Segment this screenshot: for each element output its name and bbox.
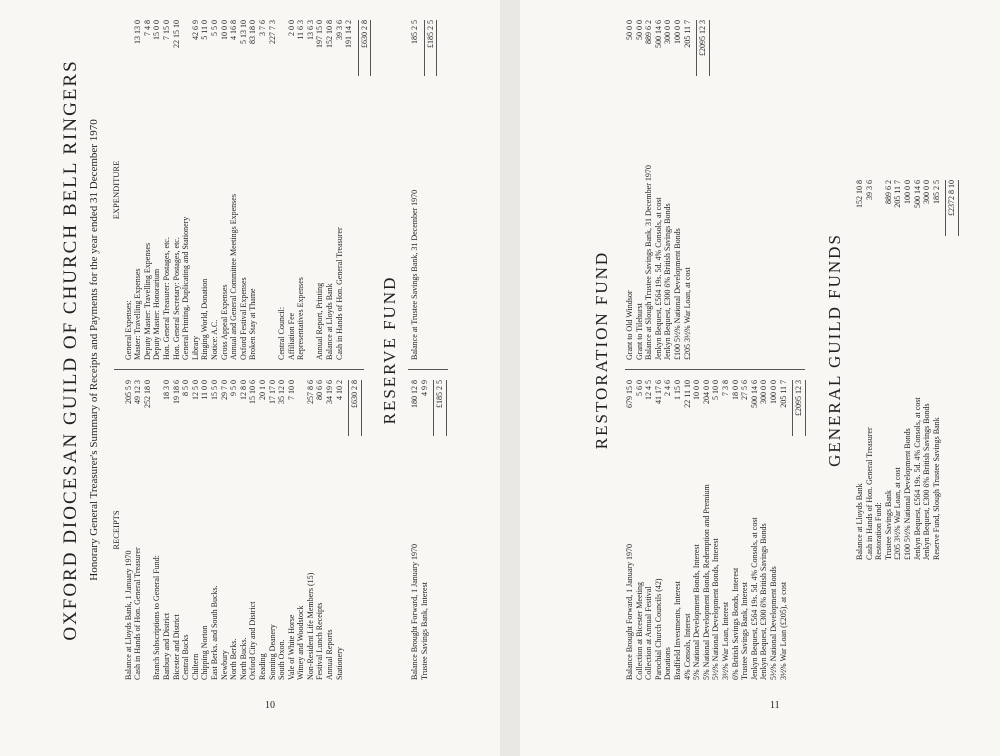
ledger-label: East Berks. and South Bucks. xyxy=(209,585,219,680)
ledger-label: Bicester and District xyxy=(171,614,181,680)
ledger-row xyxy=(683,380,693,680)
ledger-row xyxy=(287,380,297,680)
ledger-amount: 7 15 0 xyxy=(161,20,171,40)
ledger-row xyxy=(220,20,230,360)
ledger-row xyxy=(335,20,345,360)
ledger-row xyxy=(306,380,316,680)
ledger-row xyxy=(325,380,335,680)
ledger-row xyxy=(296,380,306,680)
ledger-amount: 205 11 7 xyxy=(893,180,903,208)
ledger-amount: 679 15 0 xyxy=(625,380,634,408)
page-subtitle: Honorary General Treasurer's Summary of Receipts and Payments for the year ended 31 December 1970 xyxy=(88,119,100,581)
ledger-row xyxy=(191,380,201,680)
ledger-amount: 10 0 0 xyxy=(692,380,702,400)
ledger-row xyxy=(239,380,249,680)
ledger-row xyxy=(779,380,789,680)
ledger-label: Affiliation Fee xyxy=(286,312,296,360)
ledger-amount: 39 3 6 xyxy=(864,180,874,200)
receipts-total-row xyxy=(348,380,362,680)
ledger-label: Trustee Savings Bank, Interest xyxy=(419,582,429,680)
ledger-row xyxy=(884,180,894,560)
page-number-right: 11 xyxy=(770,700,780,711)
ledger-amount: 1 15 0 xyxy=(672,380,682,400)
ledger-label xyxy=(268,76,278,360)
ledger-label: Gross Appeal Expenses xyxy=(219,284,229,360)
restoration-divider xyxy=(625,369,805,370)
ledger-amount: 191 14 2 xyxy=(344,20,354,48)
ledger-row xyxy=(210,20,220,360)
ledger-row xyxy=(663,380,673,680)
ledger-row xyxy=(268,380,278,680)
ledger-amount: 8 5 0 xyxy=(181,380,191,396)
ledger-amount: 180 12 8 xyxy=(410,380,419,408)
ledger-row xyxy=(663,20,673,360)
expenditure-heading: EXPENDITURE xyxy=(111,160,121,220)
ledger-row xyxy=(248,20,258,360)
ledger-row xyxy=(124,20,134,360)
ledger-label: General Printing, Duplicating and Stationery xyxy=(181,216,191,360)
ledger-amount: 12 5 0 xyxy=(190,380,200,400)
ledger-amount: 22 11 10 xyxy=(682,380,692,408)
left-page-rotated-content xyxy=(10,0,490,700)
ledger-label: Sonning Deanery xyxy=(267,624,277,680)
reserve-left-column xyxy=(410,380,447,680)
ledger-amount xyxy=(152,380,162,436)
general-funds-column xyxy=(855,180,959,560)
restoration-right-total-row xyxy=(696,20,710,360)
ledger-label: Balance Brought Forward, 1 January 1970 xyxy=(410,544,419,680)
ledger-label: Cash in Hands of Hon. General Treasurer xyxy=(334,227,344,360)
ledger-row xyxy=(248,380,258,680)
ledger-amount: 22 15 10 xyxy=(171,20,181,48)
ledger-label: Deputy Master: Honorarium xyxy=(152,268,162,360)
ledger-label: 6% British Savings Bonds, Interest xyxy=(730,567,740,680)
ledger-label: 5½% National Development Bonds, Interest xyxy=(711,538,721,680)
ledger-label: Donations xyxy=(663,647,673,680)
ledger-row xyxy=(220,380,230,680)
ledger-amount: 5 13 10 xyxy=(238,20,248,44)
ledger-amount: 35 12 0 xyxy=(277,380,287,404)
ledger-label: Witney and Woodstock xyxy=(296,605,306,680)
ledger-row xyxy=(625,20,635,360)
ledger-row xyxy=(702,380,712,680)
ledger-label: Trustee Savings Bank, Interest xyxy=(740,582,750,680)
ledger-amount: 18 3 0 xyxy=(161,380,171,400)
ledger-label: Balance at Slough Trustee Savings Bank, 31 December 1970 xyxy=(644,165,654,360)
ledger-amount: 12 8 0 xyxy=(238,380,248,400)
reserve-divider xyxy=(408,369,448,370)
ledger-amount: 29 7 0 xyxy=(219,380,229,400)
ledger-row xyxy=(258,380,268,680)
ledger-row xyxy=(932,180,942,560)
ledger-amount: 197 15 0 xyxy=(315,20,325,48)
ledger-label: Cash in Hands of Hon. General Treasurer xyxy=(864,427,874,560)
ledger-row xyxy=(673,380,683,680)
restoration-left-total: £2095 12 3 xyxy=(792,380,806,436)
ledger-amount: 3 7 6 xyxy=(257,20,267,36)
ledger-row xyxy=(172,380,182,680)
ledger-row xyxy=(644,380,654,680)
page-number-left: 10 xyxy=(265,700,275,711)
ledger-row xyxy=(181,20,191,360)
ledger-amount: 12 4 5 xyxy=(644,380,654,400)
ledger-label: Notice: A.C. xyxy=(209,319,219,360)
ledger-amount: 49 12 3 xyxy=(133,380,143,404)
ledger-label: Newbury xyxy=(219,650,229,680)
ledger-label: 4% Consols, Interest xyxy=(682,613,692,680)
ledger-row xyxy=(306,20,316,360)
ledger-amount: 100 0 0 xyxy=(768,380,778,404)
receipts-column xyxy=(112,380,362,680)
ledger-amount: 7 10 0 xyxy=(286,380,296,400)
ledger-amount xyxy=(874,180,884,236)
ledger-row xyxy=(635,380,645,680)
ledger-amount: 42 6 9 xyxy=(190,20,200,40)
ledger-label: Branch Subscriptions to General Fund: xyxy=(152,555,162,680)
ledger-row xyxy=(200,20,210,360)
ledger-label: Library xyxy=(190,336,200,360)
ledger-amount: 20 1 0 xyxy=(257,380,267,400)
ledger-label: Balance Brought Forward, 1 January 1970 xyxy=(625,544,634,680)
ledger-amount: 252 18 0 xyxy=(142,380,152,408)
ledger-row xyxy=(181,380,191,680)
ledger-amount: 500 14 6 xyxy=(912,180,922,208)
ledger-amount: 83 18 0 xyxy=(248,20,258,44)
ledger-label: 5% National Development Bonds, Interest xyxy=(692,544,702,680)
ledger-amount: 300 0 0 xyxy=(663,20,673,44)
restoration-left-column xyxy=(625,380,806,680)
ledger-label: General Expenses: xyxy=(123,300,133,360)
ledger-label: Broken Stay at Thame xyxy=(248,288,258,360)
ledger-label: Annual Report, Printing xyxy=(315,282,325,360)
ledger-label: Reading xyxy=(257,653,267,680)
ledger-label: £100 5½% National Development Bonds xyxy=(902,428,912,560)
ledger-label: Central Council: xyxy=(277,306,287,360)
reserve-left-list xyxy=(410,380,429,680)
restoration-right-list xyxy=(625,20,692,360)
ledger-amount: 27 5 6 xyxy=(740,380,750,400)
ledger-amount: 13 13 0 xyxy=(133,20,143,44)
ledger-row xyxy=(152,20,162,360)
ledger-amount: 50 0 0 xyxy=(634,20,644,40)
ledger-label xyxy=(306,76,316,360)
ledger-row xyxy=(750,380,760,680)
ledger-label: Oxford Festival Expenses xyxy=(238,277,248,360)
ledger-label: £100 5½% National Development Bonds xyxy=(672,228,682,360)
restoration-left-list xyxy=(625,380,788,680)
ledger-amount: 50 0 0 xyxy=(625,20,634,40)
ledger-amount: 500 14 6 xyxy=(653,20,663,48)
ledger-row xyxy=(759,380,769,680)
ledger-amount: 152 10 8 xyxy=(855,180,864,208)
ledger-amount: 300 0 0 xyxy=(922,180,932,204)
ledger-row xyxy=(287,20,297,360)
ledger-row xyxy=(229,20,239,360)
ledger-row xyxy=(277,20,287,360)
reserve-right-total: £185 2 5 xyxy=(424,20,438,76)
ledger-label: Deputy Master: Travelling Expenses xyxy=(142,242,152,360)
receipts-list xyxy=(124,380,345,680)
ledger-label: Chipping Norton xyxy=(200,625,210,680)
ledger-row xyxy=(731,380,741,680)
ledger-row xyxy=(172,20,182,360)
ledger-label: Balance at Trustee Savings Bank, 31 December 1970 xyxy=(410,189,419,360)
ledger-label: Representatives Expenses xyxy=(296,277,306,360)
ledger-amount: 11 6 3 xyxy=(296,20,306,40)
ledger-amount: 34 19 6 xyxy=(325,380,335,404)
ledger-amount: 5 6 0 xyxy=(634,380,644,396)
ledger-row xyxy=(913,180,923,560)
ledger-row xyxy=(721,380,731,680)
ledger-label: Parochial Church Councils (42) xyxy=(653,578,663,680)
ledger-amount: 889 6 2 xyxy=(644,20,654,44)
ledger-row xyxy=(124,380,134,680)
ledger-label: Restoration Fund: xyxy=(874,502,884,560)
ledger-amount: 300 0 0 xyxy=(759,380,769,404)
ledger-amount: 2 0 0 xyxy=(286,20,296,36)
ledger-label: £205 3½% War Loan, at cost xyxy=(682,267,692,360)
general-funds-total: £2372 8 10 xyxy=(945,180,959,236)
reserve-right-list xyxy=(410,20,420,360)
ledger-amount: 41 17 6 xyxy=(653,380,663,404)
ledger-amount: 7 3 8 xyxy=(720,380,730,396)
ledger-amount: 19 18 6 xyxy=(171,380,181,404)
general-funds-title: GENERAL GUILD FUNDS xyxy=(825,233,844,467)
ledger-label: Annual Reports xyxy=(325,629,335,680)
ledger-label: Jenkyn Bequest, £564 19s. 5d. 4% Consols, at cost xyxy=(653,197,663,360)
ledger-row xyxy=(874,180,884,560)
ledger-amount: 185 2 5 xyxy=(931,180,941,204)
ledger-amount xyxy=(124,20,134,76)
ledger-amount: 205 11 7 xyxy=(778,380,788,408)
ledger-amount: 100 0 0 xyxy=(672,20,682,44)
ledger-row xyxy=(315,380,325,680)
ledger-label: Grant to Old Windsor xyxy=(625,290,634,360)
ledger-amount: 205 11 7 xyxy=(682,20,692,48)
ledger-row xyxy=(903,180,913,560)
ledger-row xyxy=(258,20,268,360)
ledger-label: Balance at Lloyds Bank xyxy=(855,483,864,560)
ledger-row xyxy=(277,380,287,680)
ledger-label xyxy=(344,76,354,360)
ledger-row xyxy=(133,380,143,680)
ledger-label: Vale of White Horse xyxy=(286,614,296,680)
ledger-row xyxy=(344,20,354,360)
ledger-label: Hon. General Secretary: Postages, etc. xyxy=(171,237,181,360)
ledger-amount: 257 8 6 xyxy=(305,380,315,404)
ledger-label: Chiltern xyxy=(190,653,200,680)
ledger-label: Annual and General Committee Meetings Expenses xyxy=(229,194,239,360)
ledger-amount: 15 10 6 xyxy=(248,380,258,404)
ledger-row xyxy=(315,20,325,360)
ledger-label: Jenkyn Bequest, £300 6% British Savings Bonds xyxy=(922,403,932,560)
ledger-row xyxy=(922,180,932,560)
ledger-amount: 18 0 0 xyxy=(730,380,740,400)
right-page xyxy=(520,0,1000,756)
reserve-left-total-row xyxy=(433,380,447,680)
ledger-amount: 5 10 0 xyxy=(711,380,721,400)
ledger-row xyxy=(143,20,153,360)
ledger-amount xyxy=(277,20,287,76)
ledger-label: 3½% War Loan, Interest xyxy=(720,601,730,680)
ledger-row xyxy=(191,20,201,360)
ledger-row xyxy=(769,380,779,680)
ledger-label: 5% National Development Bonds, Redemption and Premium xyxy=(701,484,711,680)
ledger-label: £205 3½% War Loan, at cost xyxy=(893,467,903,560)
ledger-row xyxy=(893,180,903,560)
ledger-row xyxy=(673,20,683,360)
restoration-left-total-row xyxy=(792,380,806,680)
restoration-fund-title: RESTORATION FUND xyxy=(592,250,611,450)
ledger-amount: 5 5 0 xyxy=(209,20,219,36)
ledger-amount: 15 0 0 xyxy=(152,20,162,40)
ledger-amount: 4 10 2 xyxy=(334,380,344,400)
ledger-label: North Berks. xyxy=(229,638,239,680)
expenditure-list xyxy=(124,20,354,360)
ledger-row xyxy=(268,20,278,360)
ledger-row xyxy=(152,380,162,680)
reserve-right-column xyxy=(410,20,437,360)
ledger-amount: 10 0 0 xyxy=(219,20,229,40)
ledger-amount xyxy=(181,20,191,76)
ledger-row xyxy=(740,380,750,680)
ledger-amount: 80 6 6 xyxy=(315,380,325,400)
ledger-row xyxy=(644,20,654,360)
ledger-label xyxy=(143,436,153,680)
ledger-amount: 100 0 0 xyxy=(902,180,912,204)
ledger-amount: 152 10 8 xyxy=(325,20,335,48)
ledger-label: Jenkyn Bequest, £564 19s. 5d. 4% Consols, at cost xyxy=(912,397,922,560)
ledger-label: South Oxon. xyxy=(277,639,287,680)
receipts-total: £630 2 8 xyxy=(348,380,362,436)
book-gutter xyxy=(500,0,520,756)
ledger-label: Bradfield Investments, Interest xyxy=(672,581,682,680)
ledger-label: North Bucks. xyxy=(238,637,248,680)
ledger-row xyxy=(335,380,345,680)
ledger-row xyxy=(325,20,335,360)
ledger-label: Non-Resident Life Members (15) xyxy=(305,572,315,680)
ledger-label: Trustee Savings Bank xyxy=(883,490,893,560)
ledger-label xyxy=(258,76,268,360)
ledger-row xyxy=(162,20,172,360)
ledger-label: Ringing World, Donation xyxy=(200,278,210,360)
ledger-row xyxy=(210,380,220,680)
ledger-amount: 15 5 0 xyxy=(209,380,219,400)
ledger-label: Banbury and District xyxy=(161,612,171,680)
ledger-row xyxy=(162,380,172,680)
ledger-label: Jenkyn Bequest, £564 19s. 5d. 4% Consols, at cost xyxy=(749,517,759,680)
ledger-amount: 889 6 2 xyxy=(883,180,893,204)
column-divider xyxy=(114,369,364,370)
expenditure-total-row xyxy=(358,20,372,360)
ledger-amount: 17 17 0 xyxy=(267,380,277,404)
general-total-row xyxy=(945,180,959,560)
ledger-amount: 11 0 0 xyxy=(200,380,210,400)
ledger-amount: 7 4 8 xyxy=(142,20,152,36)
ledger-amount: 500 14 6 xyxy=(749,380,759,408)
ledger-row xyxy=(654,20,664,360)
ledger-amount: 5 11 0 xyxy=(200,20,210,40)
ledger-label: Jenkyn Bequest, £300 6% British Savings Bonds xyxy=(759,523,769,680)
ledger-amount: 204 0 0 xyxy=(701,380,711,404)
ledger-label: Grant to Tilehurst xyxy=(634,303,644,360)
reserve-fund-title: RESERVE FUND xyxy=(380,275,399,425)
ledger-row xyxy=(133,20,143,360)
ledger-label: Jenkyn Bequest, £300 6% British Savings Bonds xyxy=(663,203,673,360)
restoration-right-total: £2095 12 3 xyxy=(696,20,710,76)
ledger-amount: 4 16 8 xyxy=(229,20,239,40)
ledger-amount: 2 4 6 xyxy=(663,380,673,396)
ledger-row xyxy=(200,380,210,680)
ledger-label: Collection at Bicester Meeting xyxy=(634,582,644,680)
ledger-amount: 9 5 0 xyxy=(229,380,239,396)
ledger-row xyxy=(625,380,635,680)
ledger-row xyxy=(635,20,645,360)
ledger-label: Festival Lunch Receipts xyxy=(315,602,325,680)
ledger-row xyxy=(229,380,239,680)
ledger-label: Stationery xyxy=(334,647,344,680)
ledger-amount: 227 7 3 xyxy=(267,20,277,44)
ledger-row xyxy=(654,380,664,680)
ledger-row xyxy=(865,180,875,560)
ledger-label: 3½% War Loan (£205), at cost xyxy=(778,581,788,680)
reserve-left-total: £185 2 5 xyxy=(433,380,447,436)
expenditure-total: £630 2 8 xyxy=(358,20,372,76)
ledger-label: Cash in Hands of Hon. General Treasurer xyxy=(133,547,143,680)
ledger-row xyxy=(410,20,420,360)
page-title: OXFORD DIOCESAN GUILD OF CHURCH BELL RINGERS xyxy=(60,59,81,641)
ledger-amount: 39 3 6 xyxy=(334,20,344,40)
ledger-row xyxy=(143,380,153,680)
ledger-label: Balance at Lloyds Bank, 1 January 1970 xyxy=(123,550,133,680)
ledger-row xyxy=(296,20,306,360)
ledger-label: Central Bucks xyxy=(181,634,191,680)
general-funds-list xyxy=(855,180,941,560)
ledger-amount: 13 6 3 xyxy=(305,20,315,40)
ledger-row xyxy=(420,380,430,680)
receipts-heading: RECEIPTS xyxy=(111,510,121,550)
ledger-row xyxy=(410,380,420,680)
ledger-amount xyxy=(296,380,306,436)
ledger-label: Collection at Annual Festival xyxy=(644,586,654,680)
right-page-rotated-content xyxy=(530,0,990,700)
ledger-row xyxy=(855,180,865,560)
expenditure-column xyxy=(112,20,371,360)
reserve-right-total-row xyxy=(424,20,438,360)
ledger-row xyxy=(711,380,721,680)
ledger-label: Master: Travelling Expenses xyxy=(133,268,143,360)
ledger-amount: 205 5 9 xyxy=(123,380,133,404)
restoration-right-column xyxy=(625,20,710,360)
ledger-label: Balance at Lloyds Bank xyxy=(325,283,335,360)
ledger-row xyxy=(683,20,693,360)
ledger-row xyxy=(239,20,249,360)
ledger-row xyxy=(692,380,702,680)
ledger-label: Oxford City and District xyxy=(248,601,258,680)
ledger-label: Hon. General Treasurer: Postages, etc. xyxy=(161,237,171,360)
ledger-amount: 185 2 5 xyxy=(410,20,419,44)
ledger-amount: 4 9 9 xyxy=(419,380,429,396)
ledger-label: Reserve Fund, Slough Trustee Savings Bank xyxy=(931,417,941,560)
ledger-label: 5½% National Development Bonds xyxy=(768,566,778,680)
